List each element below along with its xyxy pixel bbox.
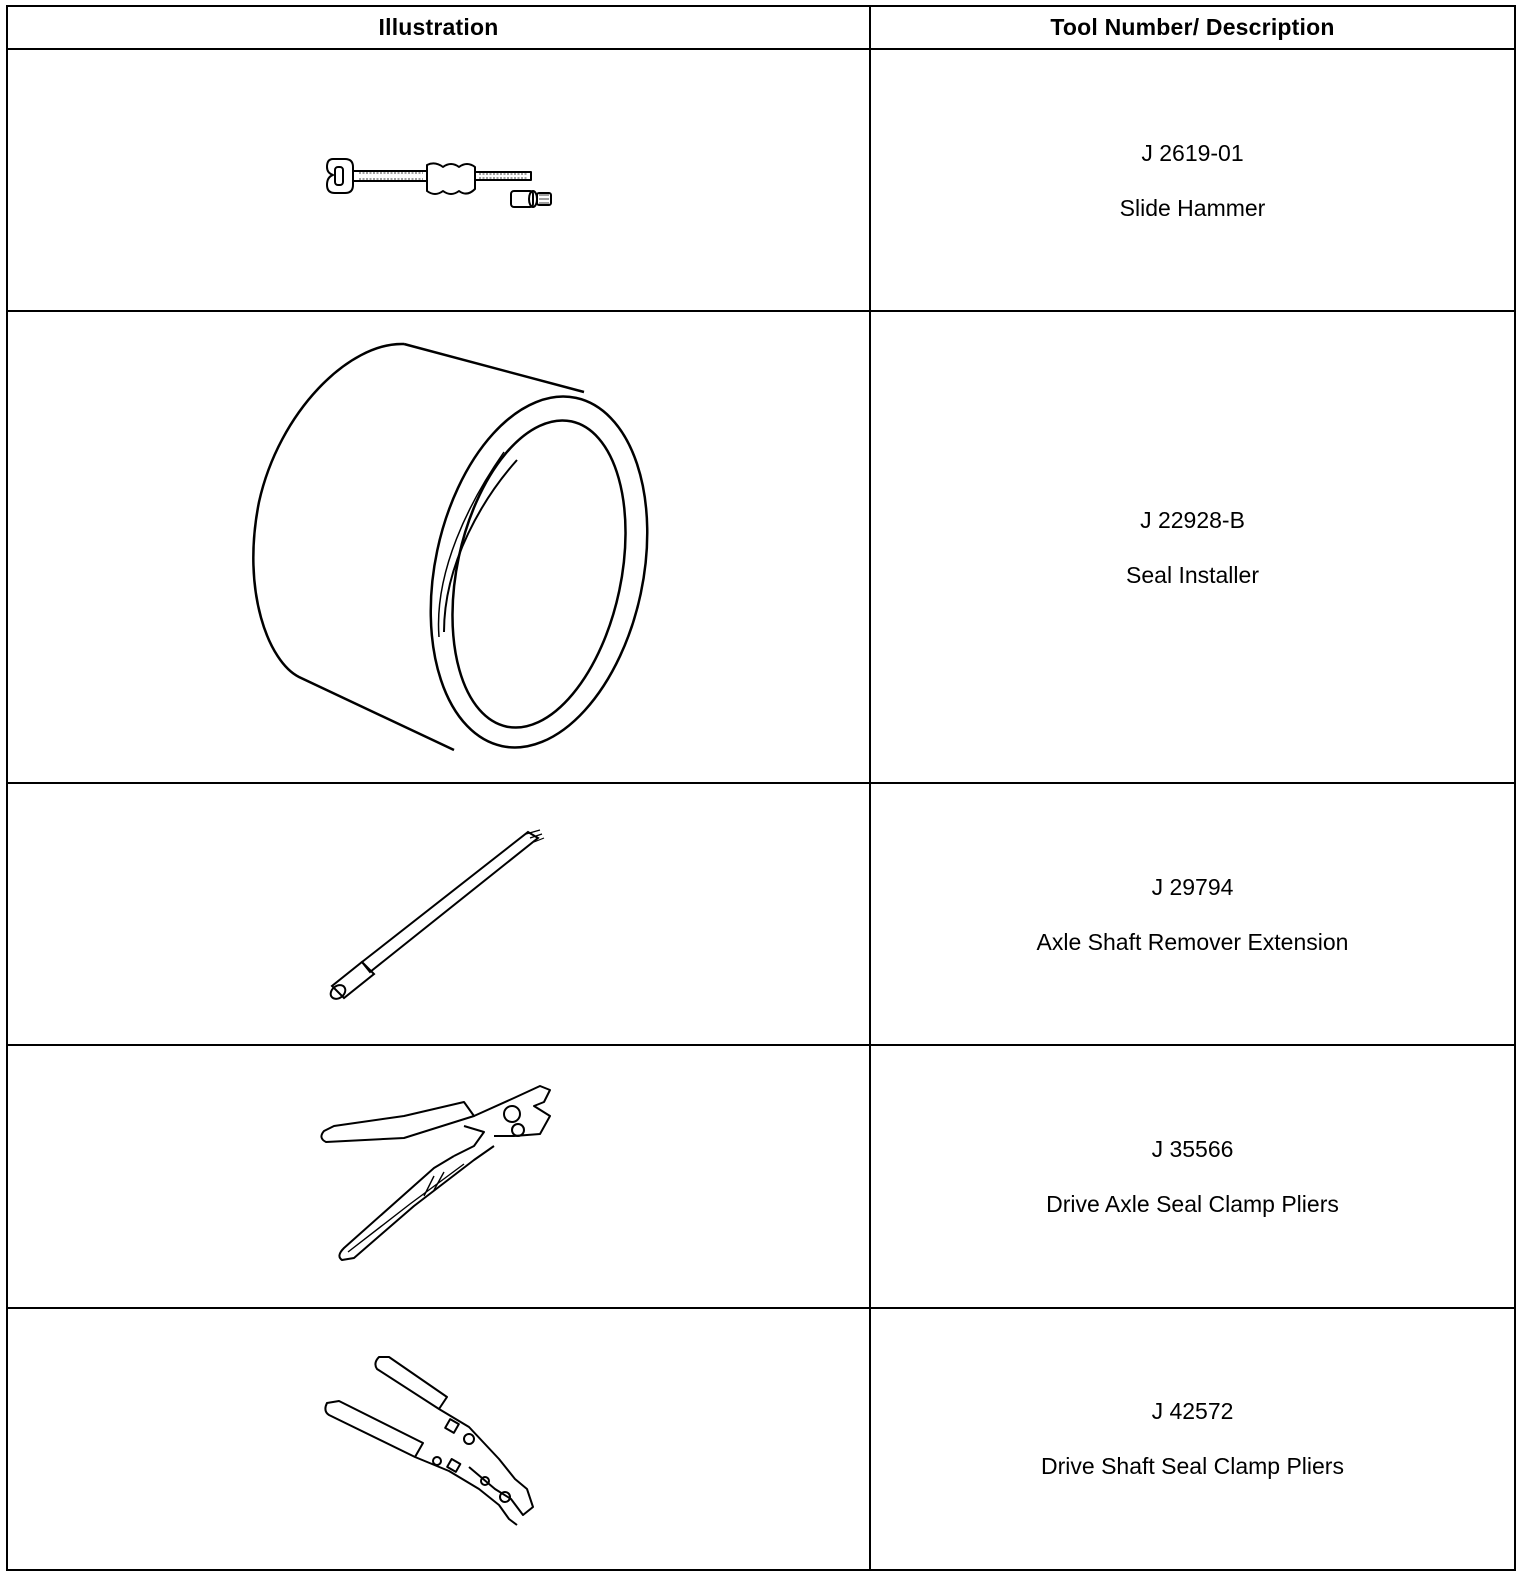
tool-description: Slide Hammer (1119, 194, 1266, 221)
table-row (7, 783, 1515, 1045)
tool-description: Drive Shaft Seal Clamp Pliers (1041, 1453, 1344, 1480)
description-cell (870, 1308, 1515, 1570)
seal-installer-icon (229, 332, 649, 762)
tool-number: J 22928-B (1140, 506, 1245, 533)
tool-description: Axle Shaft Remover Extension (1036, 928, 1349, 955)
tools-table (6, 5, 1516, 1571)
header-row (7, 6, 1515, 49)
table-row (7, 1045, 1515, 1307)
tool-number: J 35566 (1151, 1135, 1234, 1162)
illustration-cell (7, 1045, 870, 1307)
tool-number: J 42572 (1151, 1398, 1234, 1425)
illustration-cell (7, 1308, 870, 1570)
table-row (7, 1308, 1515, 1570)
tool-number: J 29794 (1151, 873, 1234, 900)
drive-shaft-seal-clamp-pliers-icon (319, 1349, 559, 1529)
slide-hammer-icon (319, 145, 559, 215)
tool-number: J 2619-01 (1141, 139, 1244, 166)
table-row (7, 311, 1515, 782)
illustration-cell (7, 783, 870, 1045)
drive-axle-seal-clamp-pliers-icon (314, 1076, 564, 1276)
description-cell (870, 783, 1515, 1045)
tool-description: Drive Axle Seal Clamp Pliers (1046, 1190, 1339, 1217)
header-description: Tool Number/ Description (870, 6, 1515, 49)
header-illustration: Illustration (7, 6, 870, 49)
axle-shaft-remover-extension-icon (314, 822, 564, 1007)
illustration-cell (7, 311, 870, 782)
illustration-cell (7, 49, 870, 311)
description-cell (870, 1045, 1515, 1307)
table-row (7, 49, 1515, 311)
tool-description: Seal Installer (1126, 561, 1259, 588)
description-cell (870, 311, 1515, 782)
description-cell (870, 49, 1515, 311)
